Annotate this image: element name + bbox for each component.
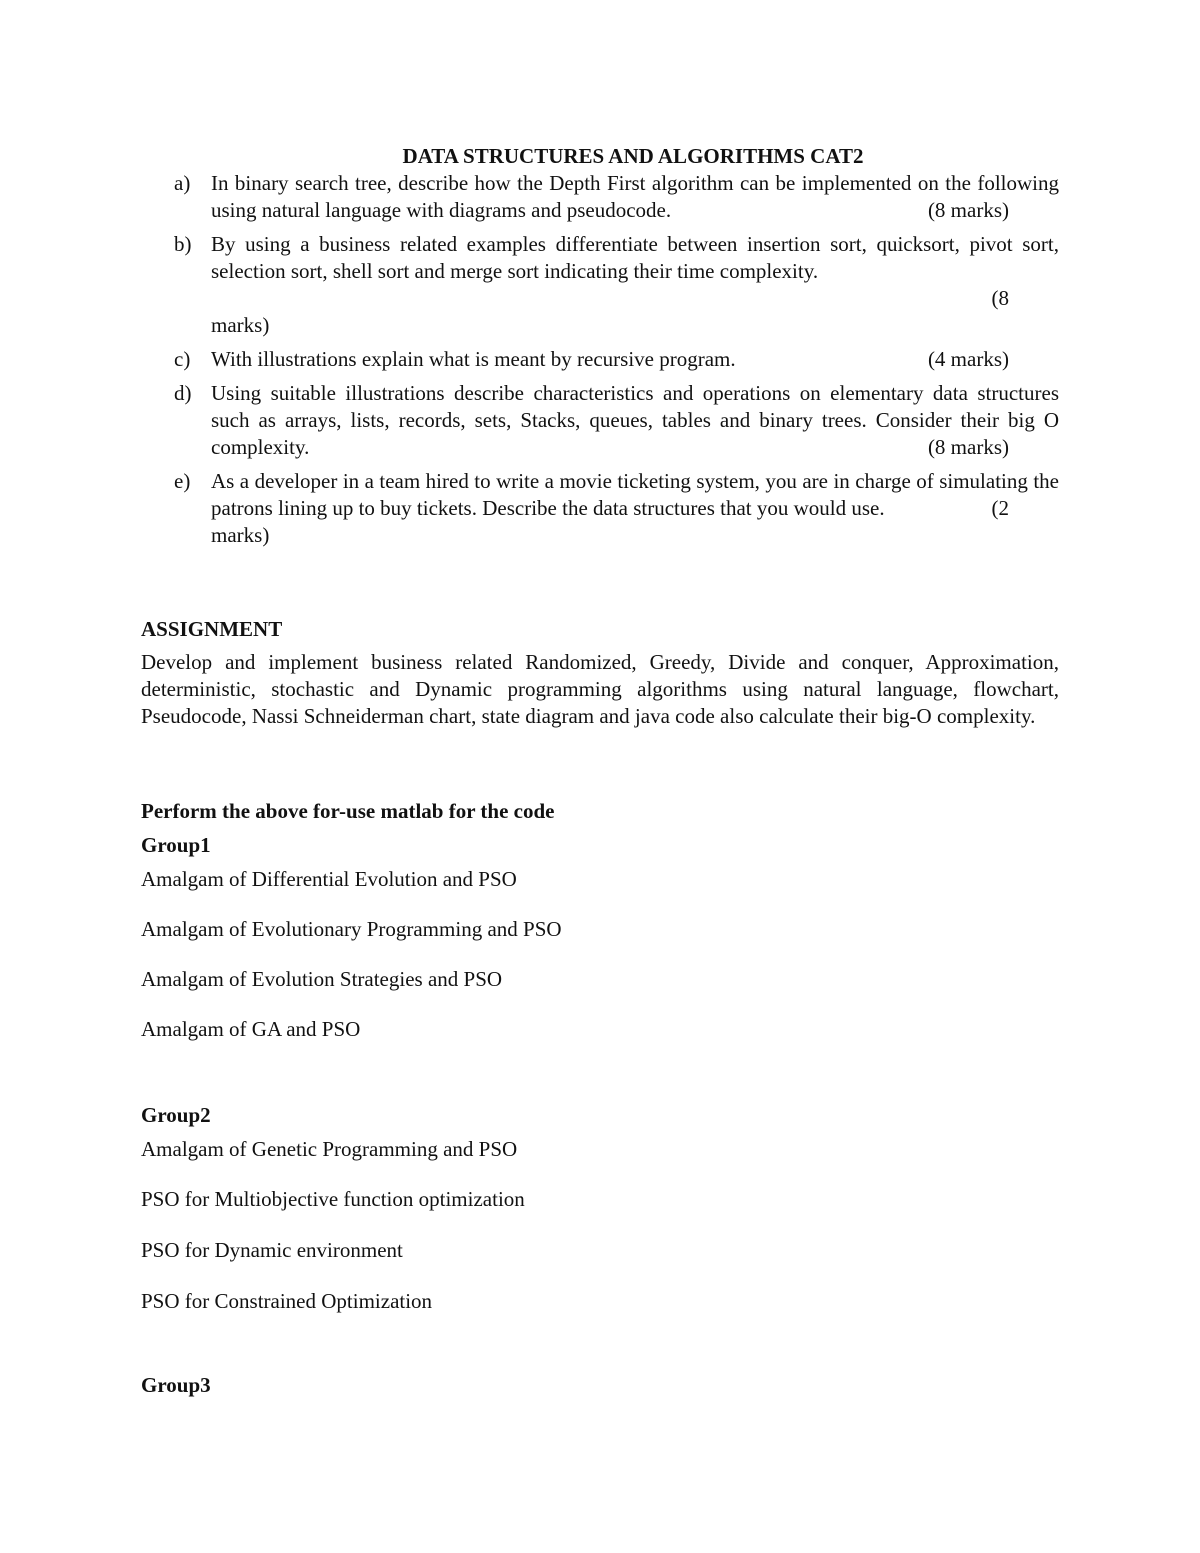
group-item: PSO for Multiobjective function optimization [141, 1187, 525, 1211]
group-item: Amalgam of GA and PSO [141, 1017, 361, 1041]
question-a [141, 170, 1059, 224]
question-body: As a developer in a team hired to write a movie ticketing system, you are in charge of simulating the patrons lining up to buy tickets. Describe the data structures that you would use. [211, 469, 1059, 520]
group-heading-2: Group2 [141, 1103, 211, 1127]
question-marks: (8 marks) [927, 198, 1009, 222]
group-item: PSO for Constrained Optimization [141, 1289, 433, 1313]
question-text [211, 380, 1059, 461]
question-letter: c) [174, 347, 191, 371]
perform-instruction: Perform the above for-use matlab for the code [141, 799, 555, 823]
question-body: By using a business related examples differentiate between insertion sort, quicksort, pivot sort, selection sort, shell sort and merge sort indicating their time complexity. [211, 232, 1059, 283]
group-item: Amalgam of Evolutionary Programming and PSO [141, 917, 562, 941]
question-marks-bottom: marks) [211, 523, 270, 547]
question-d [141, 380, 1059, 461]
question-marks: (4 marks) [927, 347, 1009, 371]
question-body: Using suitable illustrations describe characteristics and operations on elementary data structures such as arrays, lists, records, sets, Stacks, queues, tables and binary trees. Consider their big O complexity. [211, 381, 1059, 459]
question-text [211, 468, 1059, 522]
question-b [141, 231, 1059, 339]
question-text [211, 231, 1059, 285]
question-body: With illustrations explain what is meant by recursive program. [211, 347, 736, 371]
question-marks: (8 marks) [927, 435, 1009, 459]
question-list [141, 170, 1059, 549]
group-item: Amalgam of Genetic Programming and PSO [141, 1137, 518, 1161]
group-item: Amalgam of Differential Evolution and PSO [141, 867, 517, 891]
question-marks-bottom: marks) [211, 313, 270, 337]
group-heading-3: Group3 [141, 1373, 211, 1397]
question-letter: e) [174, 469, 191, 493]
question-letter: a) [174, 171, 191, 195]
question-marks-top: (8 [991, 286, 1009, 310]
group-heading-1: Group1 [141, 833, 211, 857]
assignment-body: Develop and implement business related Randomized, Greedy, Divide and conquer, Approximation, deterministic, stochastic and Dynamic programming algorithms using natural language, flowchart, Pseudocode, Nassi Schneiderman chart, state diagram and java code also calculate their big-O complexity. [141, 650, 1059, 728]
question-marks-top: (2 [991, 496, 1009, 520]
question-text [211, 346, 1059, 373]
question-letter: d) [174, 381, 192, 405]
question-body: In binary search tree, describe how the Depth First algorithm can be implemented on the following using natural language with diagrams and pseudocode. [211, 171, 1059, 222]
question-text [211, 170, 1059, 224]
page-title: DATA STRUCTURES AND ALGORITHMS CAT2 [402, 144, 864, 168]
group-item: Amalgam of Evolution Strategies and PSO [141, 967, 503, 991]
question-c [141, 346, 1059, 373]
question-letter: b) [174, 232, 192, 256]
assignment-heading: ASSIGNMENT [141, 617, 283, 641]
group-item: PSO for Dynamic environment [141, 1238, 403, 1262]
question-e [141, 468, 1059, 549]
